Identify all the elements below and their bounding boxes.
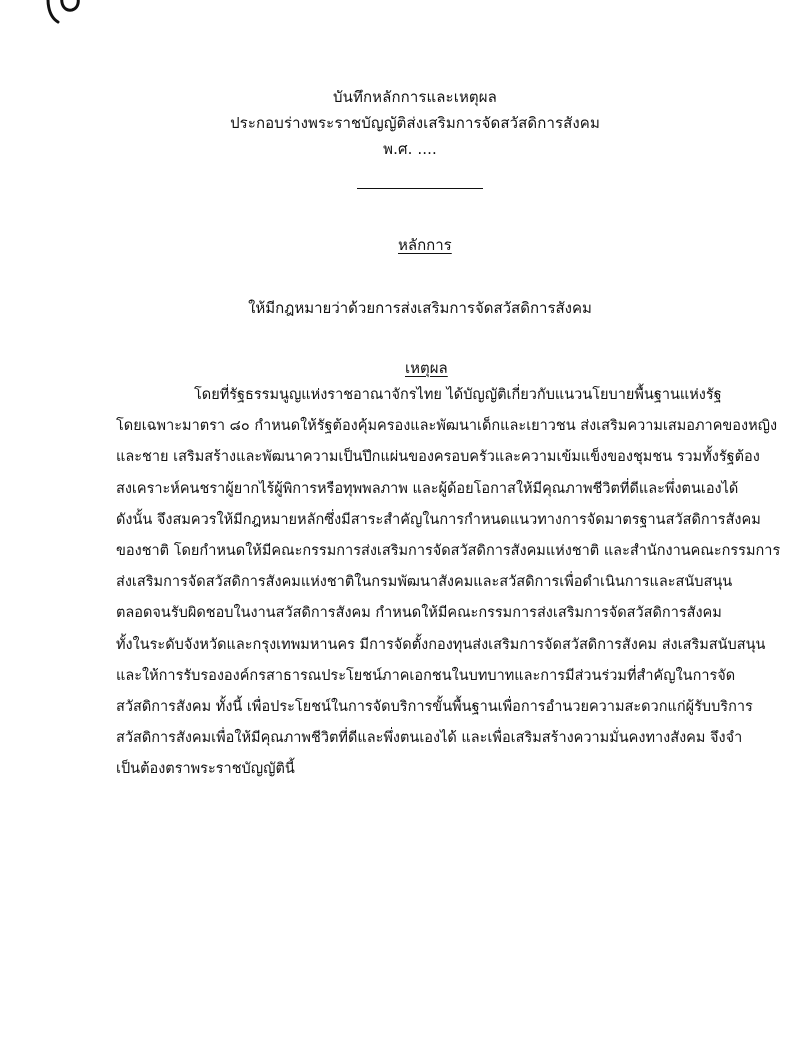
reason-line: เป็นต้องตราพระราชบัญญัตินี้ xyxy=(116,761,295,778)
principle-heading: หลักการ xyxy=(398,236,452,254)
divider-rule xyxy=(357,188,483,189)
reason-paragraph xyxy=(116,380,788,785)
reason-heading: เหตุผล xyxy=(405,359,448,377)
reason-line: สวัสดิการสังคมเพื่อให้มีคุณภาพชีวิตที่ดีและพึ่งตนเองได้ และเพื่อเสริมสร้างความมั่นคงทางสังคม จึงจำ xyxy=(116,730,743,747)
title-line-2: ประกอบร่างพระราชบัญญัติส่งเสริมการจัดสวัสดิการสังคม xyxy=(230,114,600,132)
reason-line: และให้การรับรององค์กรสาธารณประโยชน์ภาคเอกชนในบทบาทและการมีส่วนร่วมที่สำคัญในการจัด xyxy=(116,667,736,684)
reason-line: ทั้งในระดับจังหวัดและกรุงเทพมหานคร มีการจัดตั้งกองทุนส่งเสริมการจัดสวัสดิการสังคม ส่งเสริมสนับสนุน xyxy=(116,636,766,653)
reason-line: ส่งเสริมการจัดสวัสดิการสังคมแห่งชาติในกรมพัฒนาสังคมและสวัสดิการเพื่อดำเนินการและสนับสนุน xyxy=(116,574,733,591)
reason-line: โดยเฉพาะมาตรา ๘๐ กำหนดให้รัฐต้องคุ้มครองและพัฒนาเด็กและเยาวชน ส่งเสริมความเสมอภาคของหญิง xyxy=(116,418,778,435)
reason-line: โดยที่รัฐธรรมนูญแห่งราชอาณาจักรไทย ได้บัญญัติเกี่ยวกับแนวนโยบายพื้นฐานแห่งรัฐ xyxy=(194,387,722,403)
reason-line: ตลอดจนรับผิดชอบในงานสวัสดิการสังคม กำหนดให้มีคณะกรรมการส่งเสริมการจัดสวัสดิการสังคม xyxy=(116,605,722,622)
reason-line: สงเคราะห์คนชราผู้ยากไร้ผู้พิการหรือทุพพลภาพ และผู้ด้อยโอกาสให้มีคุณภาพชีวิตที่ดีและพึ่งตนเองได้ xyxy=(116,480,739,497)
title-line-1: บันทึกหลักการและเหตุผล xyxy=(333,88,497,106)
reason-line: สวัสดิการสังคม ทั้งนี้ เพื่อประโยชน์ในการจัดบริการขั้นพื้นฐานเพื่อการอำนวยความสะดวกแก่ผู้รับบริการ xyxy=(116,698,753,715)
reason-line: ดังนั้น จึงสมควรให้มีกฎหมายหลักซึ่งมีสาระสำคัญในการกำหนดแนวทางการจัดมาตรฐานสวัสดิการสังคม xyxy=(116,511,761,528)
handwritten-mark xyxy=(28,0,88,38)
reason-line: ของชาติ โดยกำหนดให้มีคณะกรรมการส่งเสริมการจัดสวัสดิการสังคมแห่งชาติ และสำนักงานคณะกรรมการ xyxy=(116,542,781,559)
title-line-3: พ.ศ. .... xyxy=(383,140,437,158)
principle-text: ให้มีกฎหมายว่าด้วยการส่งเสริมการจัดสวัสดิการสังคม xyxy=(248,299,592,317)
reason-line: และชาย เสริมสร้างและพัฒนาความเป็นปึกแผ่นของครอบครัวและความเข้มแข็งของชุมชน รวมทั้งรัฐต้อง xyxy=(116,449,760,466)
document-title xyxy=(0,84,800,162)
